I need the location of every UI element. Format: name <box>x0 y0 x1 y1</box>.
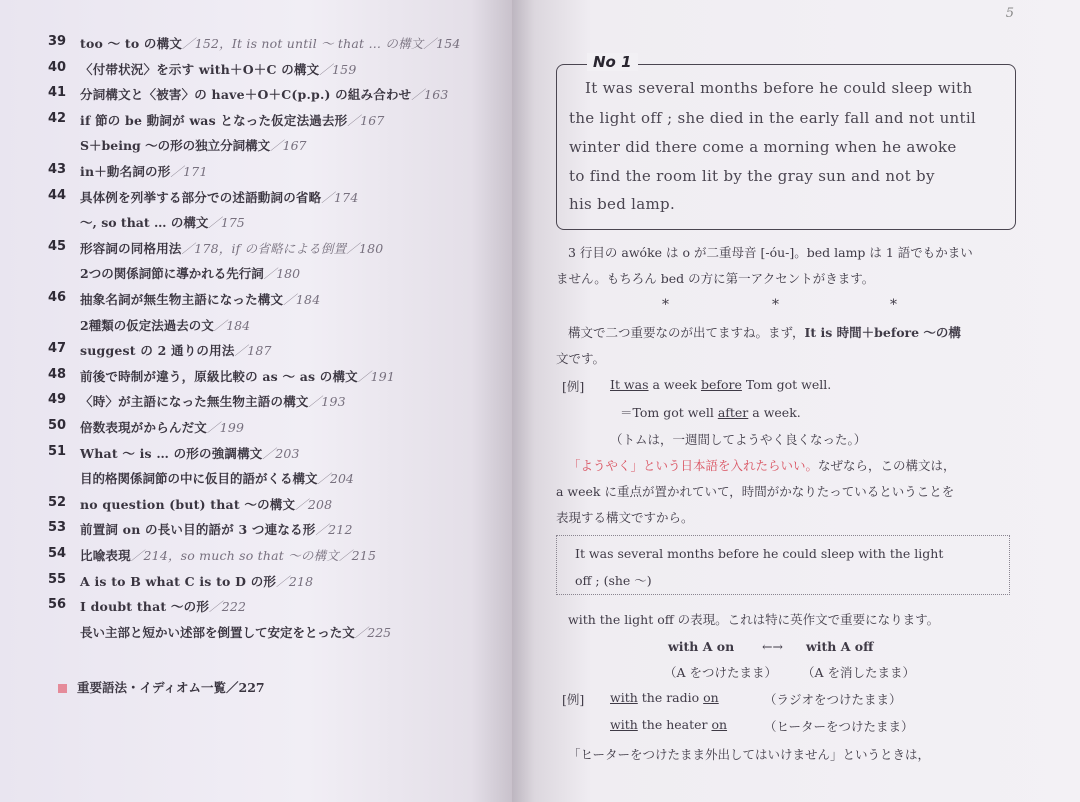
toc-page-ref: ／208 <box>295 496 333 512</box>
passage-line: winter did there come a morning when he awoke <box>569 138 957 156</box>
separator-star: * <box>662 297 669 313</box>
toc-title-text: no question (but) that ～の構文 <box>80 496 296 512</box>
toc-title <box>80 572 313 590</box>
quote-box <box>556 535 1010 595</box>
toc-page-ref: ／184 <box>213 317 251 333</box>
formula-gloss: （A をつけたまま） <box>664 665 778 680</box>
toc-title <box>80 111 385 129</box>
toc-number: 50 <box>48 418 67 433</box>
toc-number: 45 <box>48 238 67 254</box>
toc-entry <box>80 136 307 154</box>
toc-title <box>80 597 246 615</box>
toc-title <box>80 418 244 436</box>
toc-number: 49 <box>48 392 67 408</box>
paragraph-line: 表現する構文ですから。 <box>556 510 694 525</box>
paragraph-line: a week に重点が置かれていて，時間がかなりたっているということを <box>556 484 955 499</box>
toc-number: 40 <box>48 59 67 75</box>
paragraph-line: 「ようやく」という日本語を入れたらいい。なぜなら，この構文は， <box>568 458 956 473</box>
toc-number: 43 <box>48 162 67 177</box>
toc-title-text: 長い主部と短かい述部を倒置して安定をとった文 <box>80 624 355 640</box>
formula-gloss: （A を消したまま） <box>802 665 916 680</box>
example-translation: （ラジオをつけたまま） <box>764 692 902 707</box>
toc-title <box>80 341 272 359</box>
formula-left: with A on <box>668 639 735 654</box>
passage-box <box>556 53 1016 230</box>
toc-page-ref: ／214，so much so that ～の構文／215 <box>130 548 377 563</box>
toc-page-ref: ／203 <box>262 445 300 461</box>
toc-entry <box>80 316 250 334</box>
example-phrase: with the radio on <box>610 690 719 705</box>
toc-entry <box>80 213 245 231</box>
toc-title-text: 前置詞 on の長い目的語が 3 つ連なる形 <box>80 522 316 538</box>
double-arrow-icon: ←→ <box>762 639 783 654</box>
toc-title-text: I doubt that ～の形 <box>80 599 210 615</box>
toc-title-text: 抽象名詞が無生物主語になった構文 <box>80 292 284 307</box>
toc-number: 42 <box>48 110 67 126</box>
page-number: 5 <box>1005 6 1014 21</box>
toc-title <box>80 34 461 52</box>
toc-title <box>80 520 353 538</box>
toc-entry <box>80 469 354 487</box>
toc-page-ref: ／212 <box>315 522 353 538</box>
toc-page-ref: ／193 <box>308 394 346 410</box>
toc-title-text: 目的格関係詞節の中に仮目的語がくる構文 <box>80 471 318 487</box>
toc-title-text: 形容詞の同格用法 <box>80 240 182 256</box>
toc-page-ref: ／184 <box>283 292 321 307</box>
toc-page-ref: ／222 <box>209 599 247 615</box>
toc-page-ref: ／171 <box>170 164 208 179</box>
paragraph-line: 「ヒーターをつけたまま外出してはいけません」というときは， <box>568 747 931 762</box>
toc-page-ref: ／167 <box>270 138 307 154</box>
toc-title-text: S＋being ～の形の独立分詞構文 <box>80 138 271 154</box>
toc-title-text: What ～ is … の形の強調構文 <box>80 445 263 461</box>
toc-title-text: in＋動名詞の形 <box>80 164 171 179</box>
toc-title-text: suggest の 2 通りの用法 <box>80 343 235 359</box>
passage-number: No 1 <box>587 53 638 71</box>
paragraph-line: with the light off の表現。これは特に英作文で重要になります。 <box>568 612 940 627</box>
example-translation: （トムは，一週間してようやく良くなった。） <box>610 432 867 447</box>
toc-page-ref: ／163 <box>411 87 449 103</box>
toc-number: 44 <box>48 187 67 203</box>
example-translation: （ヒーターをつけたまま） <box>764 719 914 734</box>
toc-number: 47 <box>48 341 67 357</box>
toc-title-text: 分詞構文と〈被害〉の have＋O＋C(p.p.) の組み合わせ <box>80 87 412 103</box>
toc-title-text: 2つの関係詞節に導かれる先行詞 <box>80 266 264 282</box>
quote-line: It was several months before he could sleep with the light <box>575 546 944 561</box>
separator-star: * <box>772 297 779 313</box>
toc-title <box>80 188 358 206</box>
toc-number: 51 <box>48 443 67 459</box>
toc-number: 53 <box>48 520 67 536</box>
toc-title <box>80 239 383 257</box>
toc-number: 55 <box>48 571 67 587</box>
passage-line: It was several months before he could sleep with <box>585 79 973 97</box>
toc-title <box>80 495 332 513</box>
toc-title-text: too ～ to の構文 <box>80 36 183 51</box>
toc-entry <box>80 623 391 641</box>
toc-title <box>80 367 395 385</box>
toc-title <box>80 60 357 78</box>
example-sentence: It was a week before Tom got well. <box>610 377 832 392</box>
toc-footer: 重要語法・イディオム一覧／227 <box>58 678 265 696</box>
toc-page-ref: ／225 <box>354 624 392 640</box>
example-label: [例] <box>562 692 585 707</box>
toc-title <box>80 444 300 462</box>
toc-title-text: 倍数表現がからんだ文 <box>80 420 208 435</box>
toc-page-ref: ／187 <box>234 343 272 359</box>
toc-number: 52 <box>48 494 67 510</box>
toc-title-text: 2種類の仮定法過去の文 <box>80 317 214 333</box>
toc-page-ref: ／175 <box>208 215 245 231</box>
toc-title <box>80 162 208 180</box>
toc-page-ref: ／152，It is not until ～ that … の構文／154 <box>182 36 461 51</box>
note-line: 3 行目の awóke は o が二重母音 [-óu-]。bed lamp は 1 語でもかまい <box>568 245 973 260</box>
toc-title <box>80 85 449 103</box>
toc-page-ref: ／199 <box>207 420 245 435</box>
toc-page-ref: ／204 <box>317 471 354 487</box>
toc-number: 48 <box>48 366 67 382</box>
formula-right: with A off <box>806 639 874 654</box>
left-page <box>0 0 512 802</box>
quote-line: off ; (she ～) <box>575 573 652 588</box>
toc-number: 41 <box>48 85 67 101</box>
toc-page-ref: ／174 <box>321 189 359 205</box>
toc-number: 56 <box>48 597 67 613</box>
bullet-square-icon <box>58 684 67 693</box>
toc-title-text: 前後で時制が違う，原級比較の as ～ as の構文 <box>80 368 358 384</box>
toc-title-text: 〈時〉が主語になった無生物主語の構文 <box>80 394 309 410</box>
toc-number: 54 <box>48 546 67 561</box>
toc-title-text: ～, so that … の構文 <box>80 215 209 231</box>
toc-page-ref: ／167 <box>347 112 385 128</box>
toc-number: 39 <box>48 34 67 49</box>
toc-title-text: A is to B what C is to D の形 <box>80 573 277 589</box>
toc-page-ref: ／178，if の省略による倒置／180 <box>181 240 384 256</box>
toc-page-ref: ／159 <box>319 61 357 77</box>
separator-star: * <box>890 297 897 313</box>
toc-page-ref: ／218 <box>276 573 314 589</box>
note-line: ません。もちろん bed の方に第一アクセントがきます。 <box>556 271 875 286</box>
toc-title-text: 〈付帯状況〉を示す with＋O＋C の構文 <box>80 61 320 77</box>
toc-title <box>80 290 320 308</box>
example-phrase: with the heater on <box>610 717 728 732</box>
passage-line: the light off ; she died in the early fall and not until <box>569 109 977 127</box>
example-label: [例] <box>562 379 585 394</box>
toc-title-text: 比喩表現 <box>80 548 131 563</box>
example-sentence: ＝Tom got well after a week. <box>620 405 801 420</box>
toc-title-text: if 節の be 動詞が was となった仮定法過去形 <box>80 112 348 128</box>
toc-number: 46 <box>48 290 67 305</box>
toc-title <box>80 392 346 410</box>
passage-line: to find the room lit by the gray sun and not by <box>569 167 935 185</box>
toc-title <box>80 546 376 564</box>
paragraph-line: 構文で二つ重要なのが出てますね。まず，It is 時間＋before ～の構 <box>568 325 961 340</box>
toc-page-ref: ／191 <box>357 368 396 384</box>
passage-line: his bed lamp. <box>569 195 676 213</box>
toc-title-text: 具体例を列挙する部分での述語動詞の省略 <box>80 189 322 205</box>
toc-entry <box>80 264 300 282</box>
paragraph-line: 文です。 <box>556 351 606 366</box>
toc-page-ref: ／180 <box>263 266 301 282</box>
